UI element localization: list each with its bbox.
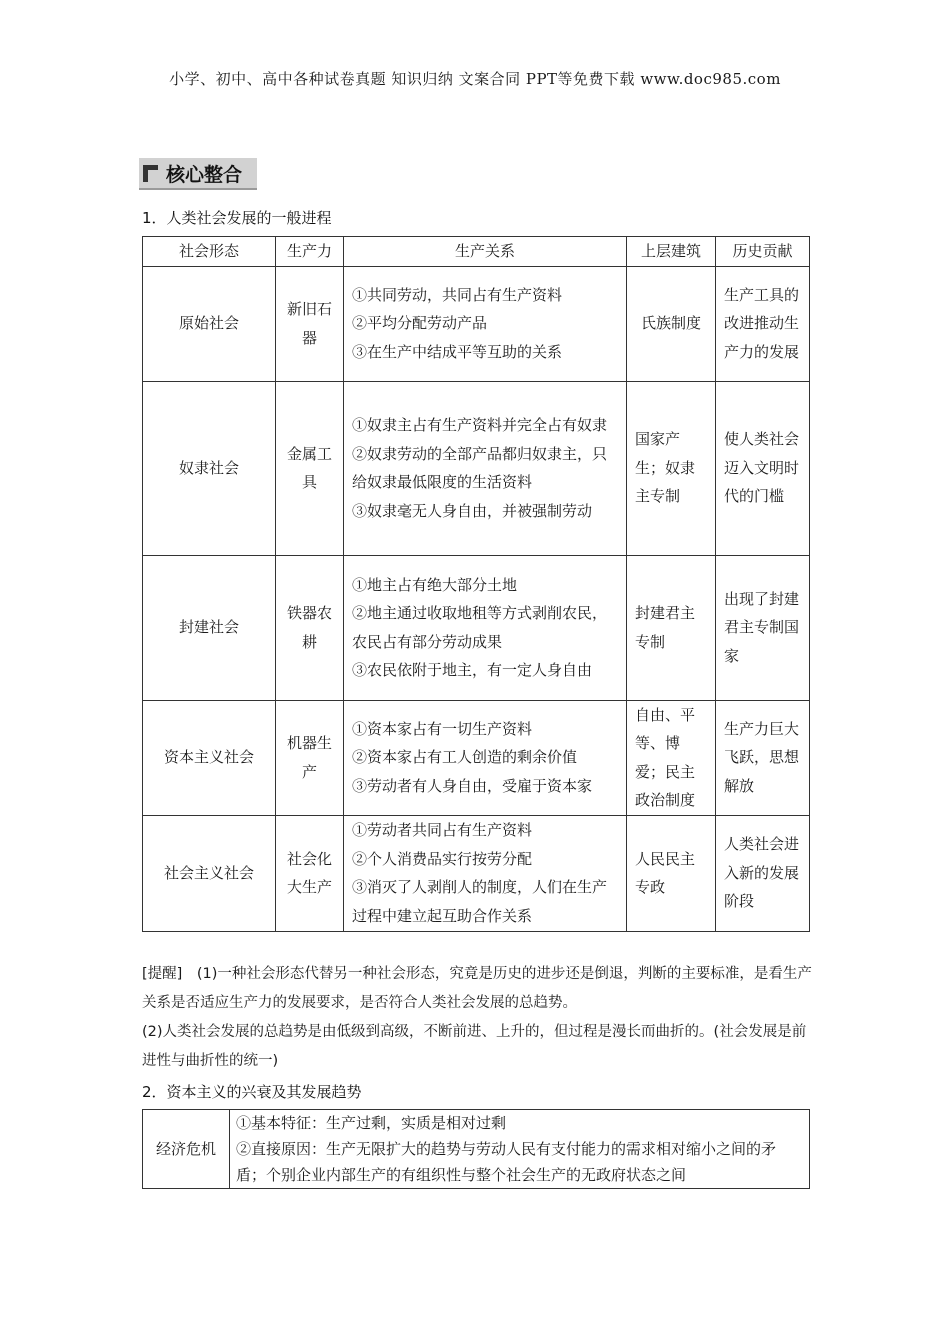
table-header-row <box>143 237 810 267</box>
relations-cell <box>344 815 627 931</box>
form-cell: 奴隶社会 <box>143 381 276 555</box>
label-cell: 经济危机 <box>143 1110 230 1189</box>
content-line: ②直接原因：生产无限扩大的趋势与劳动人民有支付能力的需求相对缩小之间的矛盾；个别企业内部生产的有组织性与整个社会生产的无政府状态之间 <box>236 1140 777 1184</box>
heading-2: 2．资本主义的兴衰及其发展趋势 <box>142 1083 362 1101</box>
relation-line: ③劳动者有人身自由，受雇于资本家 <box>352 776 593 795</box>
social-development-table <box>142 236 810 932</box>
content-line: ①基本特征：生产过剩，实质是相对过剩 <box>236 1114 507 1132</box>
table-row <box>143 700 810 815</box>
form-cell: 社会主义社会 <box>143 815 276 931</box>
page-header: 小学、初中、高中各种试卷真题 知识归纳 文案合同 PPT等免费下载 www.doc985.com <box>169 70 781 88</box>
force-cell: 社会化大生产 <box>276 815 344 931</box>
capitalism-table <box>142 1109 810 1189</box>
force-cell: 机器生产 <box>276 700 344 815</box>
relation-line: ②地主通过收取地租等方式剥削农民，农民占有部分劳动成果 <box>352 604 608 651</box>
relation-line: ①共同劳动，共同占有生产资料 <box>352 285 563 304</box>
force-cell: 金属工具 <box>276 381 344 555</box>
relation-line: ③消灭了人剥削人的制度，人们在生产过程中建立起互助合作关系 <box>352 878 608 925</box>
table-row <box>143 381 810 555</box>
relation-line: ①奴隶主占有生产资料并完全占有奴隶 <box>352 416 608 434</box>
relation-line: ①劳动者共同占有生产资料 <box>352 821 533 839</box>
force-cell: 铁器农耕 <box>276 555 344 700</box>
contribution-cell: 使人类社会迈入文明时代的门槛 <box>716 381 810 555</box>
relation-line: ②平均分配劳动产品 <box>352 314 488 333</box>
relation-line: ①地主占有绝大部分土地 <box>352 575 518 594</box>
superstructure-cell: 国家产生；奴隶主专制 <box>627 381 716 555</box>
relation-line: ②资本家占有工人创造的剩余价值 <box>352 748 578 767</box>
superstructure-cell: 封建君主专制 <box>627 555 716 700</box>
relation-line: ②个人消费品实行按劳分配 <box>352 849 533 868</box>
header-cell: 上层建筑 <box>627 237 716 267</box>
superstructure-cell: 自由、平等、博爱；民主政治制度 <box>627 700 716 815</box>
relations-cell <box>344 266 627 381</box>
relation-line: ③农民依附于地主，有一定人身自由 <box>352 661 593 679</box>
reminder-paragraph-2: (2)人类社会发展的总趋势是由低级到高级，不断前进、上升的，但过程是漫长而曲折的。(社会发展是前进性与曲折性的统一) <box>142 1024 807 1069</box>
section-badge <box>139 158 257 190</box>
header-cell: 历史贡献 <box>716 237 810 267</box>
superstructure-cell: 氏族制度 <box>627 266 716 381</box>
form-cell: 资本主义社会 <box>143 700 276 815</box>
corner-bracket-icon <box>143 165 158 182</box>
contribution-cell: 人类社会进入新的发展阶段 <box>716 815 810 931</box>
reminder-paragraph-1: [提醒] (1)一种社会形态代替另一种社会形态，究竟是历史的进步还是倒退，判断的主要标准，是看生产关系是否适应生产力的发展要求，是否符合人类社会发展的总趋势。 <box>142 966 812 1011</box>
contribution-cell: 生产力巨大飞跃，思想解放 <box>716 700 810 815</box>
header-cell: 社会形态 <box>143 237 276 267</box>
form-cell: 原始社会 <box>143 266 276 381</box>
form-cell: 封建社会 <box>143 555 276 700</box>
contribution-cell: 出现了封建君主专制国家 <box>716 555 810 700</box>
relation-line: ②奴隶劳动的全部产品都归奴隶主，只给奴隶最低限度的生活资料 <box>352 444 608 491</box>
table-row <box>143 266 810 381</box>
relation-line: ③奴隶毫无人身自由，并被强制劳动 <box>352 501 593 520</box>
table-row <box>143 555 810 700</box>
header-cell: 生产关系 <box>344 237 627 267</box>
content-cell <box>230 1110 810 1189</box>
table-row <box>143 1110 810 1189</box>
relations-cell <box>344 700 627 815</box>
header-cell: 生产力 <box>276 237 344 267</box>
heading-1: 1．人类社会发展的一般进程 <box>142 209 332 227</box>
contribution-cell: 生产工具的改进推动生产力的发展 <box>716 266 810 381</box>
force-cell: 新旧石器 <box>276 266 344 381</box>
relations-cell <box>344 381 627 555</box>
table-row <box>143 815 810 931</box>
relation-line: ③在生产中结成平等互助的关系 <box>352 342 563 361</box>
relation-line: ①资本家占有一切生产资料 <box>352 719 533 738</box>
superstructure-cell: 人民民主专政 <box>627 815 716 931</box>
relations-cell <box>344 555 627 700</box>
section-title: 核心整合 <box>166 163 243 186</box>
